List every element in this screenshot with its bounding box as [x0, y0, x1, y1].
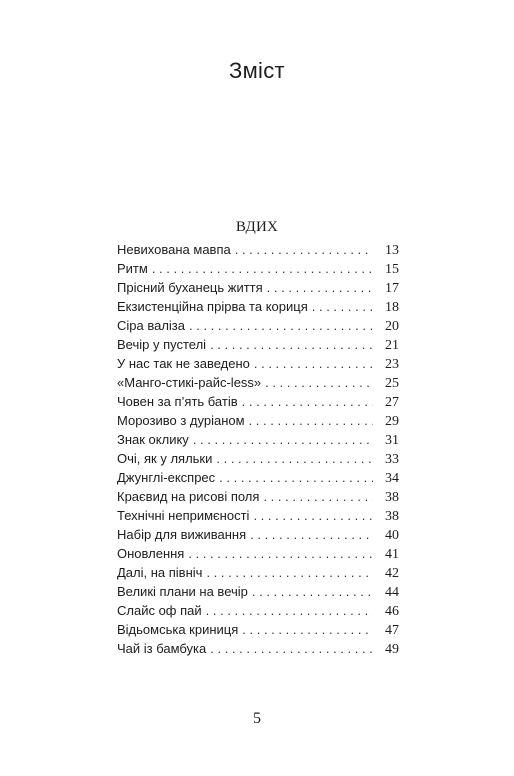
dot-leader [235, 240, 373, 259]
dot-leader [219, 468, 373, 487]
dot-leader [210, 639, 373, 658]
toc-entry-page: 29 [385, 414, 399, 429]
toc-entry-title: Технічні непримєності [117, 508, 250, 523]
toc-entry-title: Чай із бамбука [117, 641, 207, 656]
dot-leader [312, 297, 373, 316]
toc-entry [117, 373, 399, 392]
toc-entry-title: Екзистенційна прірва та кориця [117, 299, 308, 314]
toc-entry-page: 38 [385, 509, 399, 524]
toc-entry [117, 582, 399, 601]
dot-leader [250, 525, 373, 544]
toc-entry-title: Слайс оф пай [117, 603, 202, 618]
toc-entry [117, 449, 399, 468]
dot-leader [206, 563, 373, 582]
toc-entry-title: Човен за п’ять батів [117, 394, 238, 409]
toc-entry [117, 316, 399, 335]
toc-entry-title: Далі, на північ [117, 565, 203, 580]
toc-entry [117, 639, 399, 658]
toc-entry [117, 240, 399, 259]
toc-entry-page: 47 [385, 623, 399, 638]
toc-entry [117, 506, 399, 525]
toc-entry-page: 13 [385, 243, 399, 258]
toc-entry-title: Прісний буханець життя [117, 280, 263, 295]
toc-entry-title: Джунглі-експрес [117, 470, 216, 485]
toc-entry-title: «Манго-стикі-райс-less» [117, 375, 262, 390]
toc-entry [117, 525, 399, 544]
toc-entry [117, 278, 399, 297]
toc-entry-title: Набір для виживання [117, 527, 247, 542]
toc-entry [117, 411, 399, 430]
toc-entry-title: Морозиво з дуріаном [117, 413, 245, 428]
dot-leader [210, 335, 373, 354]
toc-entry-page: 33 [385, 452, 399, 467]
dot-leader [265, 373, 373, 392]
toc-entry-page: 49 [385, 642, 399, 657]
toc-entry [117, 468, 399, 487]
dot-leader [216, 449, 373, 468]
dot-leader [188, 544, 373, 563]
toc-entry-page: 40 [385, 528, 399, 543]
dot-leader [189, 316, 373, 335]
toc-entry [117, 563, 399, 582]
toc-entry [117, 297, 399, 316]
toc-entry-page: 27 [385, 395, 399, 410]
dot-leader [249, 411, 373, 430]
page-number: 5 [253, 710, 261, 727]
page-title: Зміст [229, 58, 285, 83]
toc-entry-page: 20 [385, 319, 399, 334]
toc-entry-title: Краєвид на рисові поля [117, 489, 260, 504]
toc-entry-title: Вечір у пустелі [117, 337, 207, 352]
toc-entry-page: 38 [385, 490, 399, 505]
toc-entry-page: 15 [385, 262, 399, 277]
toc-entry-title: Оновлення [117, 546, 185, 561]
dot-leader [267, 278, 373, 297]
toc-entry-page: 34 [385, 471, 399, 486]
dot-leader [253, 506, 373, 525]
dot-leader [252, 582, 373, 601]
toc-entry-title: Відьомська криниця [117, 622, 239, 637]
toc-entry-title: Сіра валіза [117, 318, 186, 333]
dot-leader [206, 601, 373, 620]
toc-entry-title: У нас так не заведено [117, 356, 250, 371]
toc-entry-page: 17 [385, 281, 399, 296]
dot-leader [152, 259, 373, 278]
toc-entry [117, 544, 399, 563]
section-heading: ВДИХ [235, 219, 279, 235]
toc-entry-title: Ритм [117, 261, 148, 276]
toc-entry [117, 620, 399, 639]
toc-entry-title: Очі, як у ляльки [117, 451, 213, 466]
toc-entry-page: 42 [385, 566, 399, 581]
toc-entry-page: 25 [385, 376, 399, 391]
toc-entry-page: 44 [385, 585, 399, 600]
toc-entry-page: 23 [385, 357, 399, 372]
toc-entry-page: 31 [385, 433, 399, 448]
toc-entry [117, 259, 399, 278]
toc-entry [117, 392, 399, 411]
dot-leader [263, 487, 373, 506]
dot-leader [193, 430, 373, 449]
toc-entry-page: 46 [385, 604, 399, 619]
toc-entry-title: Знак оклику [117, 432, 189, 447]
dot-leader [242, 392, 373, 411]
toc-entry-title: Невихована мавпа [117, 242, 231, 257]
toc-entry-page: 41 [385, 547, 399, 562]
toc-entry [117, 601, 399, 620]
toc-entry-page: 21 [385, 338, 399, 353]
toc-entry [117, 354, 399, 373]
toc-entry-page: 18 [385, 300, 399, 315]
dot-leader [242, 620, 373, 639]
toc-entry-title: Великі плани на вечір [117, 584, 248, 599]
table-of-contents [117, 240, 399, 658]
toc-entry [117, 430, 399, 449]
toc-entry [117, 487, 399, 506]
dot-leader [254, 354, 373, 373]
toc-entry [117, 335, 399, 354]
